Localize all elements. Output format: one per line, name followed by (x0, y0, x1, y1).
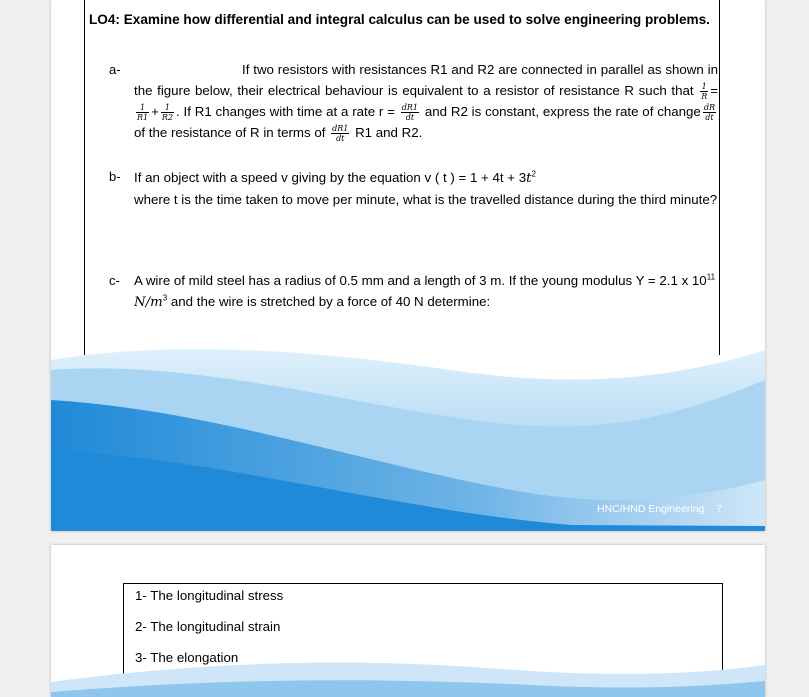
fraction-1-over-R1: $\frac{1}{R1}$ (137, 102, 149, 122)
list-item: 1- The longitudinal stress (135, 588, 284, 603)
footer-label: HNC/HND Engineering (597, 503, 705, 515)
question-a-line3: and R2 is constant, express the rate of change (424, 104, 701, 119)
fraction-dR1-over-dt-2: $\frac{dR1}{dt}$ (332, 123, 349, 143)
page-number: 7 (716, 503, 723, 515)
question-c-label: c- (109, 273, 120, 288)
document-page-7 (51, 0, 765, 531)
list-item: 2- The longitudinal strain (135, 619, 281, 634)
page-footer (597, 503, 722, 515)
question-c-text1: A wire of mild steel has a radius of 0.5 mm and a length of 3 m. If the young modulus Y = 2.1 x 10 (134, 273, 707, 288)
question-c-text2: and the wire is stretched by a force of 40 N determine: (170, 294, 491, 309)
fraction-dR1-over-dt: $\frac{dR1}{dt}$ (401, 102, 419, 122)
question-a-line1: If two resistors with resistances R1 and R2 are connected in parallel as shown in the figure below, their electrical behaviour is equivalent to a resistor of resistance R such that (134, 62, 718, 98)
fraction-1-over-R2: $\frac{1}{R2}$ (161, 102, 174, 122)
question-a: If two resistors with resistances R1 and R2 are connected in parallel as shown in the figure below, their electrical behaviour is equivalent to a resistor of resistance R such that $\frac{1}{R}$ = $\frac{1}{R1}$ + $\frac{1}{R2}$ . If R1 changes with time at a rate r = $\frac{dR1}{dt}$ and R2 is constant, express the rate of change $\frac{dR}{dt}$ of the resistance of R in terms of $\frac{dR1}{dt}$ R1 and R2. (134, 62, 718, 143)
fraction-1-over-R: $\frac{1}{R}$ (701, 81, 708, 101)
question-c: A wire of mild steel has a radius of 0.5 mm and a length of 3 m. If the young modulus Y = 2.1 x $10^{11}$ $N/m^3$ and the wire is stretched by a force of 40 N determine: (134, 272, 716, 310)
list-item: 3- The elongation (135, 650, 239, 665)
question-a-line2: . If R1 changes with time at a rate r = (176, 104, 395, 119)
question-b-text2: where t is the time taken to move per minute, what is the travelled distance during the third minute? (134, 192, 718, 207)
fraction-dR-over-dt: $\frac{dR}{dt}$ (703, 102, 715, 122)
question-a-line5: R1 and R2. (355, 125, 423, 140)
question-b: If an object with a speed v giving by the equation v ( t ) = $1 + 4t + 3t^2$ where t is the time taken to move per minute, what is the travelled distance during the third minute? (134, 169, 718, 207)
question-b-label: b- (109, 169, 121, 184)
question-a-line4: of the resistance of R in terms of (134, 125, 326, 140)
wave-decoration (51, 657, 765, 697)
document-page-8 (51, 545, 765, 697)
question-a-label: a- (109, 62, 121, 77)
section-heading: LO4: Examine how differential and integral calculus can be used to solve engineering problems. (89, 12, 710, 27)
question-b-text1: If an object with a speed v giving by the equation v ( t ) = 1 + 4t + 3 (134, 170, 527, 185)
